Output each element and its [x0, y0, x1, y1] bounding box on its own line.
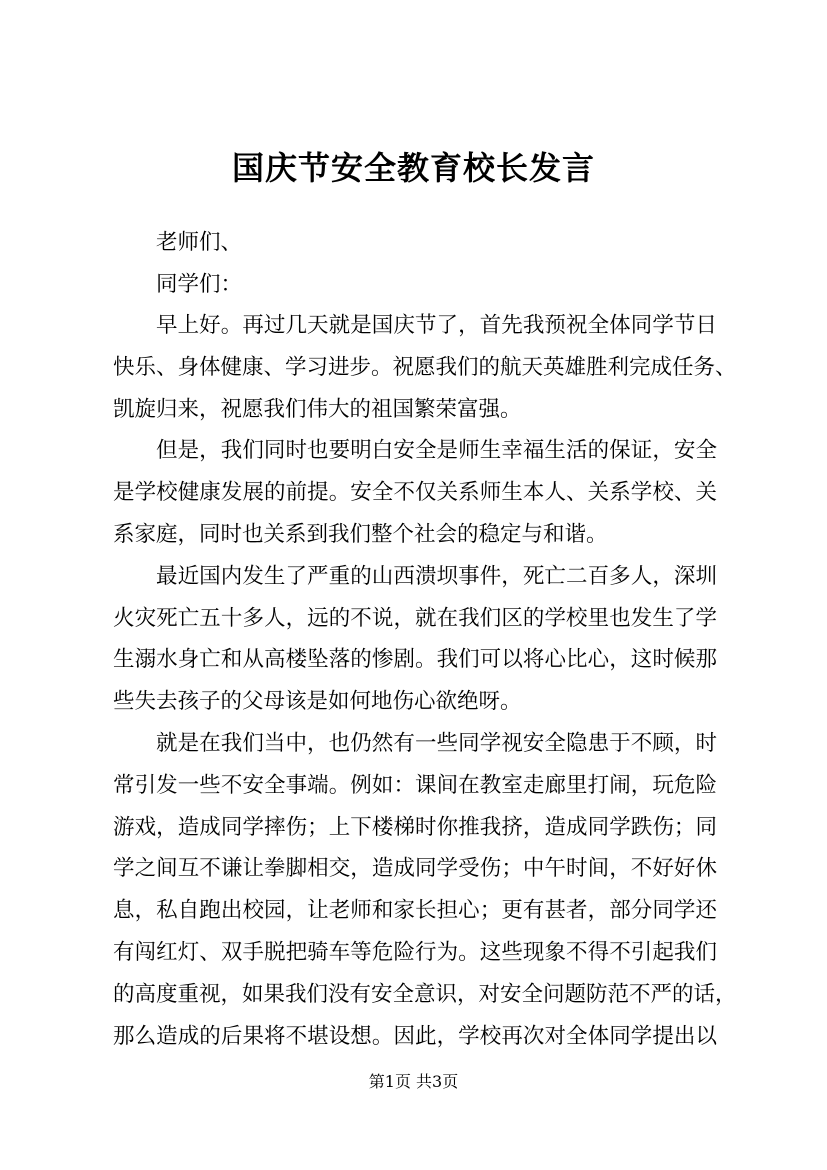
paragraph-line: 凯旋归来，祝愿我们伟大的祖国繁荣富强。: [113, 396, 522, 422]
paragraph-4: [113, 723, 737, 1057]
paragraph-3: [113, 556, 717, 723]
paragraph-line: 学之间互不谦让拳脚相交，造成同学受伤；中午时间，不好好休: [113, 856, 717, 882]
paragraph-line: 早上好。再过几天就是国庆节了，首先我预祝全体同学节日: [156, 313, 717, 338]
paragraph-line: 最近国内发生了严重的山西溃坝事件，死亡二百多人，深圳: [156, 563, 717, 589]
paragraph-line: 那么造成的后果将不堪设想。因此，学校再次对全体同学提出以: [113, 1023, 717, 1049]
paragraph-line: 火灾死亡五十多人，远的不说，就在我们区的学校里也发生了学: [113, 605, 717, 631]
paragraph-line: 是学校健康发展的前提。安全不仅关系师生本人、关系学校、关: [113, 480, 717, 506]
paragraph-line: 系家庭，同时也关系到我们整个社会的稳定与和谐。: [113, 521, 608, 547]
paragraph-line: 就是在我们当中，也仍然有一些同学视安全隐患于不顾，时: [156, 730, 717, 756]
paragraph-line: 但是，我们同时也要明白安全是师生幸福生活的保证，安全: [156, 438, 717, 464]
paragraph-line: 的高度重视，如果我们没有安全意识，对安全问题防范不严的话，: [113, 981, 737, 1007]
document-body: [113, 222, 737, 1057]
paragraph-line: 息，私自跑出校园，让老师和家长担心；更有甚者，部分同学还: [113, 898, 717, 924]
paragraph-line: 常引发一些不安全事端。例如：课间在教室走廊里打闹，玩危险: [113, 772, 717, 798]
paragraph-2: [113, 430, 717, 555]
greeting-teachers: 老师们、: [156, 230, 243, 255]
paragraph-line: 些失去孩子的父母该是如何地伤心欲绝呀。: [113, 689, 522, 715]
document-title: 国庆节安全教育校长发言: [231, 149, 595, 187]
page-number-footer: 第1页 共3页: [368, 1072, 459, 1091]
paragraph-line: 有闯红灯、双手脱把骑车等危险行为。这些现象不得不引起我们: [113, 939, 717, 965]
paragraph-line: 生溺水身亡和从高楼坠落的惨剧。我们可以将心比心，这时候那: [113, 647, 717, 673]
greeting-students: 同学们：: [156, 271, 243, 297]
paragraph-line: 快乐、身体健康、学习进步。祝愿我们的航天英雄胜利完成任务、: [113, 354, 737, 380]
paragraph-line: 游戏，造成同学摔伤；上下楼梯时你推我挤，造成同学跌伤；同: [113, 814, 717, 840]
paragraph-1: [113, 305, 737, 430]
